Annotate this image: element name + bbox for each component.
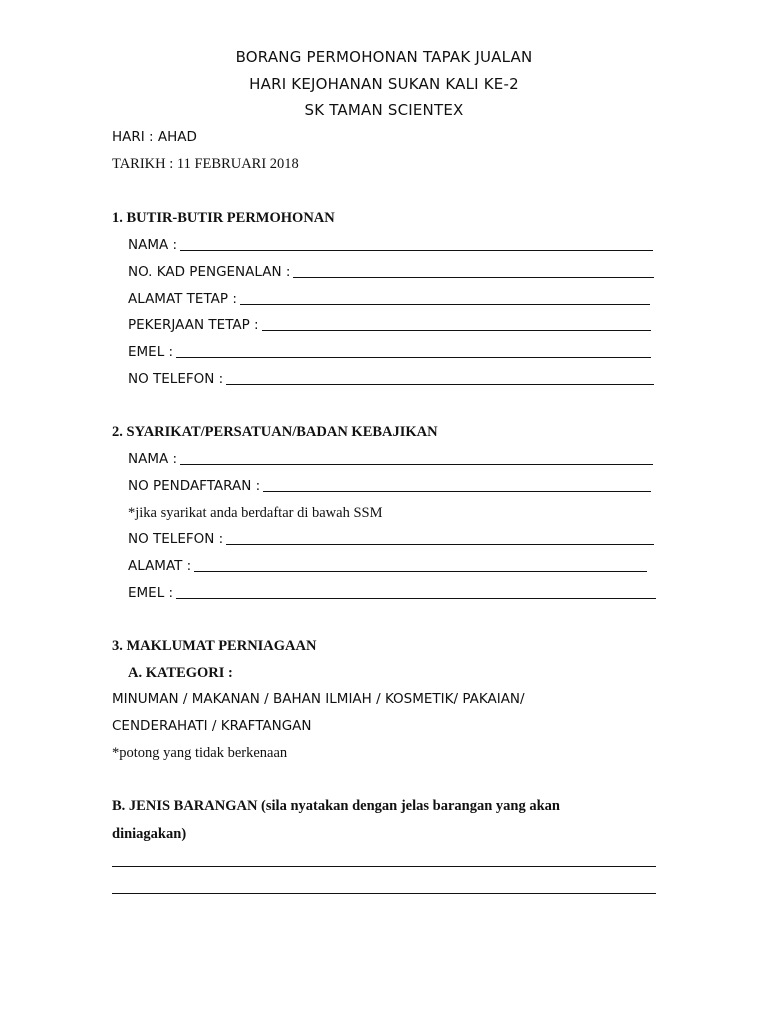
strike-note: *potong yang tidak berkenaan: [112, 745, 288, 761]
registration-number-line[interactable]: [263, 491, 651, 492]
company-name-label: NAMA :: [128, 451, 178, 467]
company-phone-label: NO TELEFON :: [128, 531, 224, 547]
occupation-field[interactable]: [128, 316, 651, 334]
title-line-3: SK TAMAN SCIENTEX: [304, 101, 464, 119]
goods-answer-line-2[interactable]: [112, 893, 656, 894]
goods-type-heading: B. JENIS BARANGAN (sila nyatakan dengan jelas barangan yang akan: [112, 798, 560, 814]
company-name-line[interactable]: [180, 464, 653, 465]
email-label: EMEL :: [128, 344, 174, 360]
email-field[interactable]: [128, 343, 651, 361]
applicant-name-label: NAMA :: [128, 237, 178, 253]
category-heading: A. KATEGORI :: [128, 665, 233, 681]
company-phone-field[interactable]: [128, 530, 654, 548]
applicant-name-field[interactable]: [128, 236, 653, 254]
occupation-label: PEKERJAAN TETAP :: [128, 317, 259, 333]
section-1-heading: 1. BUTIR-BUTIR PERMOHONAN: [112, 210, 335, 226]
registration-number-label: NO PENDAFTARAN :: [128, 478, 261, 494]
address-field[interactable]: [128, 290, 650, 308]
registration-number-field[interactable]: [128, 477, 651, 495]
ic-number-label: NO. KAD PENGENALAN :: [128, 264, 291, 280]
phone-field[interactable]: [128, 370, 654, 388]
tarikh-text: TARIKH : 11 FEBRUARI 2018: [112, 156, 299, 172]
address-line[interactable]: [240, 304, 650, 305]
company-address-line[interactable]: [194, 571, 647, 572]
goods-type-heading-cont: diniagakan): [112, 826, 187, 842]
applicant-name-line[interactable]: [180, 250, 653, 251]
company-email-line[interactable]: [176, 598, 656, 599]
phone-label: NO TELEFON :: [128, 371, 224, 387]
form-title: [0, 44, 768, 124]
hari-text: HARI : AHAD: [112, 129, 197, 145]
title-line-1: BORANG PERMOHONAN TAPAK JUALAN: [235, 48, 533, 66]
ic-number-line[interactable]: [293, 277, 654, 278]
section-3-heading: 3. MAKLUMAT PERNIAGAAN: [112, 638, 317, 654]
occupation-line[interactable]: [262, 330, 651, 331]
section-2-heading: 2. SYARIKAT/PERSATUAN/BADAN KEBAJIKAN: [112, 424, 438, 440]
company-address-field[interactable]: [128, 557, 647, 575]
goods-answer-line-1[interactable]: [112, 866, 656, 867]
ssm-note: *jika syarikat anda berdaftar di bawah SSM: [128, 505, 383, 521]
ic-number-field[interactable]: [128, 263, 654, 281]
email-line[interactable]: [176, 357, 651, 358]
category-options-line-2: CENDERAHATI / KRAFTANGAN: [112, 718, 312, 734]
address-label: ALAMAT TETAP :: [128, 291, 237, 307]
company-address-label: ALAMAT :: [128, 558, 192, 574]
phone-line[interactable]: [226, 384, 654, 385]
company-name-field[interactable]: [128, 450, 653, 468]
company-phone-line[interactable]: [226, 544, 654, 545]
title-line-2: HARI KEJOHANAN SUKAN KALI KE-2: [249, 74, 519, 93]
category-options-line-1: MINUMAN / MAKANAN / BAHAN ILMIAH / KOSMETIK/ PAKAIAN/: [112, 691, 525, 707]
company-email-label: EMEL :: [128, 585, 174, 601]
company-email-field[interactable]: [128, 584, 656, 602]
